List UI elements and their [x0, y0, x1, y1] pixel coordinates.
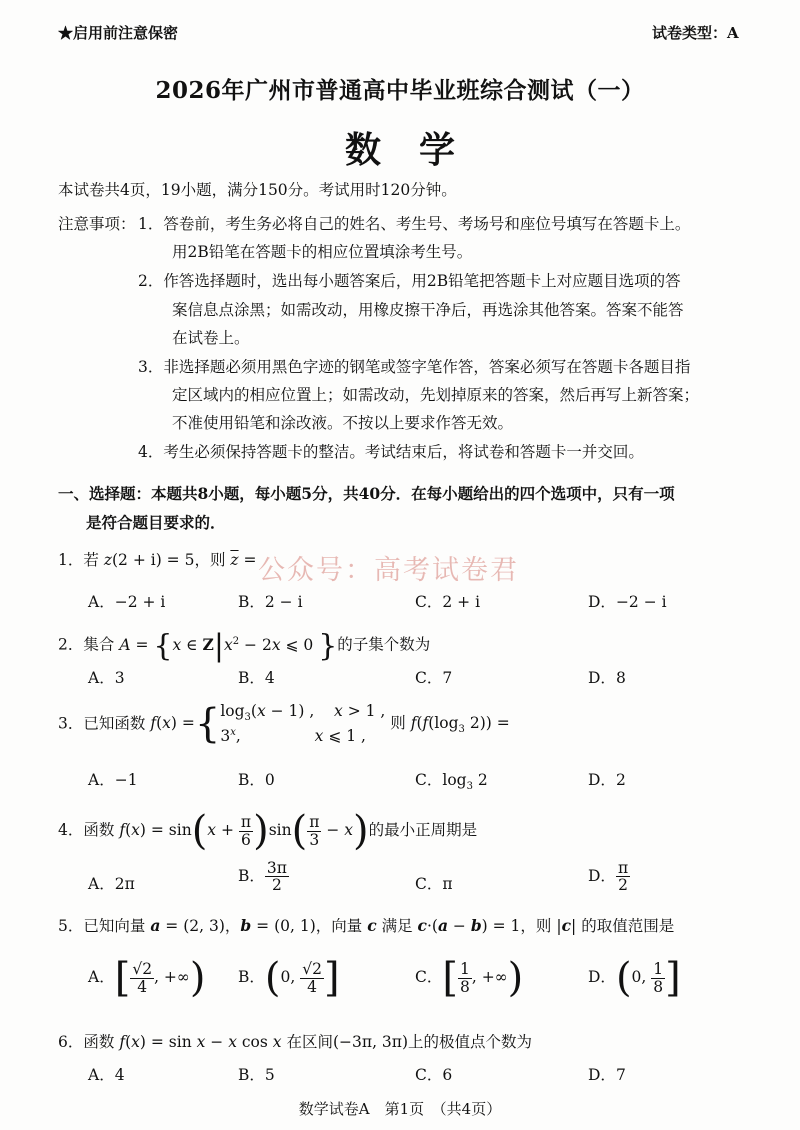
- q3-option-b: B．0: [238, 771, 275, 789]
- q5-formula: a = (2, 3)，b = (0, 1)，向量 c 满足 c·(a − b) = 1，则 |c|: [150, 916, 582, 935]
- q1-formula: z(2 + i) = 5，则 $\overline{z}$ =: [103, 551, 257, 569]
- exam-title: 2026年广州市普通高中毕业班综合测试（一）: [155, 77, 645, 104]
- q3-option-a: A．−1: [88, 771, 138, 789]
- note-3-line-3: 不准使用铅笔和涂改液。不按以上要求作答无效。: [172, 414, 514, 432]
- q6-option-a: A．4: [88, 1066, 125, 1084]
- q1-option-a: A．−2 + i: [88, 593, 166, 611]
- q5-option-a: A．[ $\frac{√2}{4}$ , +∞): [88, 955, 206, 1001]
- note-1-line-1: 1．答卷前，考生务必将自己的姓名、考生号、考场号和座位号填写在答题卡上。: [138, 215, 691, 233]
- q5-option-b: B．(0, $\frac{√2}{4}$ ]: [238, 955, 340, 1001]
- question-5: 5．已知向量 a = (2, 3)，b = (0, 1)，向量 c 满足 c·(a − b) = 1，则 |c| 的取值范围是: [58, 916, 675, 935]
- question-1: [58, 548, 256, 570]
- q6-option-c: C．6: [415, 1066, 453, 1084]
- question-2: 2．集合 A = {x ∈ $Z|x^2 - 2x$ ⩽ 0 }的子集个数为: [58, 628, 431, 663]
- q5-option-c: C．[ $\frac{1}{8}$ , +∞): [415, 955, 524, 1001]
- q6-function: f(x) = sin x − x cos x: [119, 1033, 282, 1051]
- q1-option-c: C．2 + i: [415, 593, 481, 611]
- q1-option-d: D．−2 − i: [588, 593, 667, 611]
- q4-option-b: B． $\frac{3\pi}{2}$: [238, 859, 287, 895]
- note-2-line-3: 在试卷上。: [172, 329, 250, 347]
- subject-title: 数学: [344, 129, 493, 171]
- confidential-mark: ★启用前注意保密: [58, 24, 179, 42]
- q4-formula: f(x) = sin(x + $\frac{\pi}{6}$ )sin( $\frac{\pi}{3}$ − x): [119, 808, 369, 854]
- paper-type: 试卷类型：A: [652, 24, 739, 42]
- q6-option-d: D．7: [588, 1066, 626, 1084]
- q4-option-a: A．2π: [88, 875, 135, 893]
- section-1-heading-2: 是符合题目要求的．: [86, 513, 226, 532]
- note-4: 4．考生必须保持答题卡的整洁。考试结束后，将试卷和答题卡一并交回。: [138, 443, 644, 461]
- q4-option-d: D． $\frac{\pi}{2}$: [588, 859, 629, 895]
- note-3-line-1: 3．非选择题必须用黑色字迹的钢笔或签字笔作答，答案必须写在答题卡各题目指: [138, 358, 691, 376]
- exam-intro: 本试卷共4页，19小题，满分150分。考试用时120分钟。: [58, 181, 457, 199]
- q3-option-c: C．$\log_3 2$: [415, 771, 488, 793]
- question-6: 6．函数 f(x) = sin x − x cos x 在区间(−3π, 3π)上的极值点个数为: [58, 1033, 533, 1051]
- q3-option-d: D．2: [588, 771, 626, 789]
- note-3-line-2: 定区域内的相应位置上；如需改动，先划掉原来的答案，然后再写上新答案；: [172, 386, 700, 404]
- q3-piecewise: $f(x) =\{\log_3(x - 1)$ , x > 1 , 3$^x$, x ⩽ 1 , 则 $f(f(\log_3$ 2)) =: [150, 701, 510, 748]
- notes-label: 注意事项：: [58, 215, 136, 233]
- section-1-heading: 一、选择题：本题共8小题，每小题5分，共40分．在每小题给出的四个选项中，只有一项: [58, 484, 675, 503]
- question-4: 4．函数 f(x) = sin(x + $\frac{\pi}{6}$ )sin( $\frac{\pi}{3}$ − x)的最小正周期是: [58, 808, 478, 854]
- watermark: 公众号：高考试卷君: [258, 555, 519, 586]
- q4-option-c: C．π: [415, 875, 453, 893]
- q1-prefix: 若: [83, 551, 99, 569]
- q5-option-d: D．(0, $\frac{1}{8}$ ]: [588, 955, 681, 1001]
- page-footer: 数学试卷A 第1页 （共4页）: [298, 1100, 502, 1118]
- note-1-line-2: 用2B铅笔在答题卡的相应位置填涂考生号。: [172, 243, 473, 261]
- note-2-line-1: 2．作答选择题时，选出每小题答案后，用2B铅笔把答题卡上对应题目选项的答: [138, 272, 681, 290]
- q2-option-c: C．7: [415, 669, 453, 687]
- question-3: 3．已知函数 $f(x) =\{\log_3(x - 1)$ , x > 1 , 3$^x$, x ⩽ 1 , 则 $f(f(\log_3$ 2)) =: [58, 701, 510, 748]
- q2-option-b: B．4: [238, 669, 275, 687]
- q2-set-formula: A = {x ∈ $Z|x^2 - 2x$ ⩽ 0 }: [119, 628, 338, 663]
- q1-option-b: B．2 − i: [238, 593, 303, 611]
- q2-option-a: A．3: [88, 669, 125, 687]
- q6-option-b: B．5: [238, 1066, 275, 1084]
- q1-number: 1．: [58, 551, 84, 569]
- q6-interval: (−3π, 3π): [332, 1033, 409, 1051]
- note-2-line-2: 案信息点涂黑；如需改动，用橡皮擦干净后，再选涂其他答案。答案不能答: [172, 301, 684, 319]
- q2-option-d: D．8: [588, 669, 626, 687]
